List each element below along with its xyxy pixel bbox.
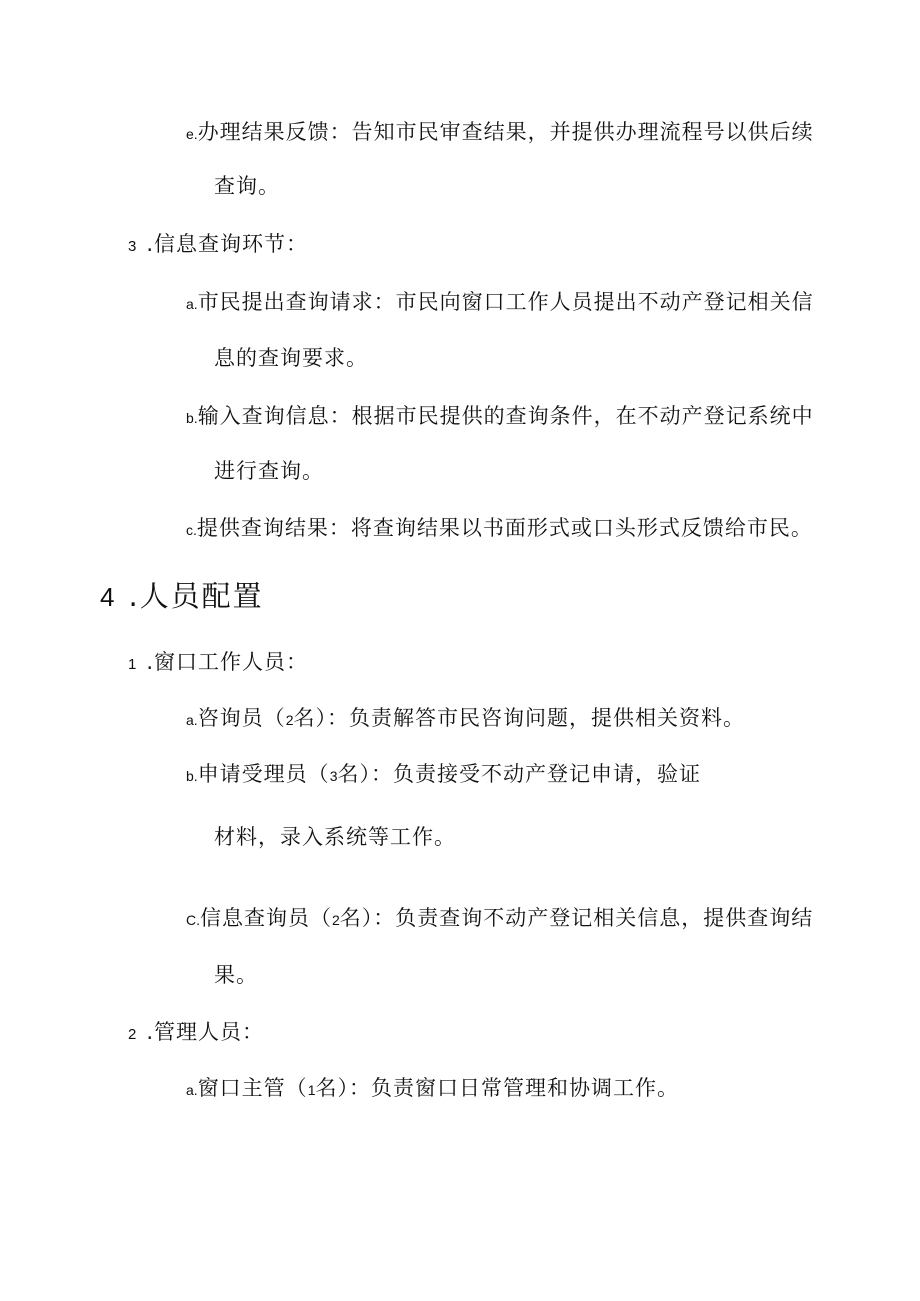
item-text: 名）：负责窗口日常管理和协调工作。 bbox=[315, 1076, 679, 1100]
section-number: 4 bbox=[100, 582, 115, 612]
item-text: 息的查询要求。 bbox=[214, 346, 368, 370]
subsection-title: .窗口工作人员： bbox=[146, 650, 309, 674]
item-text: 申请受理员（ bbox=[197, 762, 330, 786]
item-marker: a. bbox=[186, 296, 198, 312]
item-text: 提供查询结果：将查询结果以书面形式或口头形式反馈给市民。 bbox=[196, 516, 813, 540]
subsection-number: 2 bbox=[128, 1026, 137, 1043]
item-text: 窗口主管（ bbox=[197, 1076, 308, 1100]
count: 2 bbox=[332, 912, 340, 928]
section-title: .人员配置 bbox=[128, 579, 264, 613]
item-text: 名）：负责接受不动产登记申请，验证 bbox=[337, 762, 701, 786]
item-e-continuation bbox=[214, 172, 280, 200]
item-a bbox=[186, 288, 814, 318]
item-a bbox=[186, 704, 745, 734]
subsection-number: 1 bbox=[128, 656, 137, 673]
item-b-continuation bbox=[214, 457, 324, 485]
item-text: 咨询员（ bbox=[197, 706, 286, 730]
item-e bbox=[186, 118, 814, 148]
item-text: 查询。 bbox=[214, 174, 280, 198]
item-c-continuation bbox=[214, 961, 258, 989]
subsection-number: 3 bbox=[128, 238, 137, 255]
item-marker: e. bbox=[186, 126, 198, 142]
item-marker: b. bbox=[186, 410, 198, 426]
subsection-title: .管理人员： bbox=[146, 1020, 265, 1044]
item-b-continuation bbox=[214, 823, 456, 851]
item-marker: a. bbox=[186, 712, 198, 728]
item-text: 进行查询。 bbox=[214, 459, 324, 483]
item-text: 市民提出查询请求：市民向窗口工作人员提出不动产登记相关信 bbox=[197, 290, 814, 314]
subsection-2-title bbox=[128, 1018, 264, 1049]
count: 3 bbox=[329, 768, 338, 784]
item-a bbox=[186, 1074, 679, 1104]
item-marker: a. bbox=[186, 1082, 198, 1098]
subsection-3-title bbox=[128, 230, 308, 261]
item-text: 办理结果反馈：告知市民审查结果，并提供办理流程号以供后续 bbox=[197, 120, 814, 144]
count: 2 bbox=[285, 712, 294, 728]
item-a-continuation bbox=[214, 344, 368, 372]
item-text: 材料，录入系统等工作。 bbox=[214, 825, 456, 849]
item-text: 果。 bbox=[214, 963, 258, 987]
item-marker: b. bbox=[186, 768, 198, 784]
item-text: 名）：负责查询不动产登记相关信息，提供查询结 bbox=[339, 906, 814, 930]
section-4-heading bbox=[100, 578, 264, 615]
item-marker: c. bbox=[186, 522, 197, 538]
item-text: 名）：负责解答市民咨询问题，提供相关资料。 bbox=[293, 706, 745, 730]
item-c bbox=[186, 904, 813, 934]
item-b bbox=[186, 760, 701, 790]
item-text: 输入查询信息：根据市民提供的查询条件，在不动产登记系统中 bbox=[197, 404, 814, 428]
item-marker: C. bbox=[186, 912, 200, 928]
subsection-title: .信息查询环节： bbox=[146, 232, 309, 256]
item-c bbox=[186, 514, 813, 544]
subsection-1-title bbox=[128, 648, 308, 679]
item-text: 信息查询员（ bbox=[200, 906, 332, 930]
count: 1 bbox=[307, 1082, 316, 1098]
item-b bbox=[186, 402, 814, 432]
